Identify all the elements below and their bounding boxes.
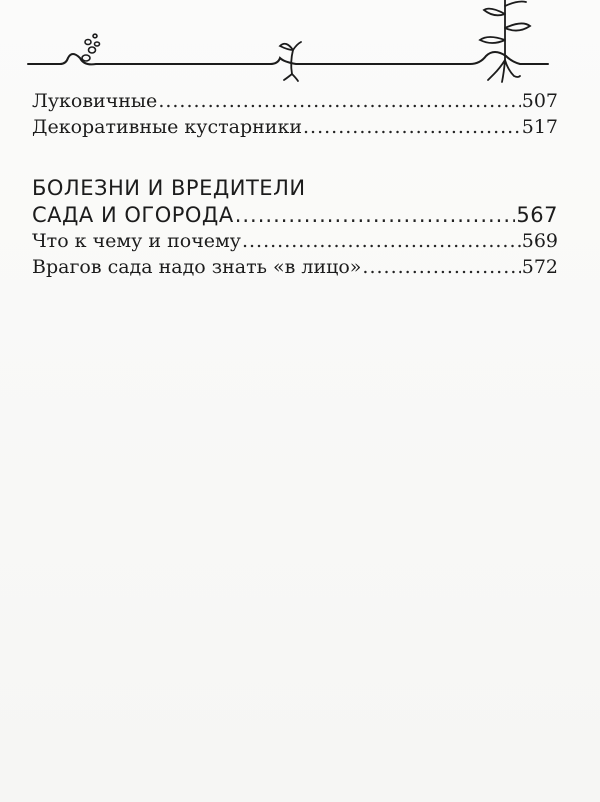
toc-entry-title: Что к чему и почему: [32, 230, 241, 252]
section-title-row[interactable]: [32, 202, 558, 228]
toc-entry[interactable]: [32, 88, 558, 114]
toc-entry[interactable]: [32, 228, 558, 254]
leader-dots: [303, 114, 521, 140]
seeds-icon: [82, 34, 100, 61]
toc-entry-page: 507: [521, 90, 558, 112]
leader-dots: [242, 228, 521, 254]
toc-entry-page: 569: [521, 230, 558, 252]
leader-dots: [362, 254, 520, 280]
header-illustration: [0, 0, 600, 90]
leader-dots: [235, 202, 516, 228]
section-page: 567: [516, 203, 558, 227]
section-title-line1[interactable]: БОЛЕЗНИ И ВРЕДИТЕЛИ: [32, 176, 306, 200]
toc-entry-page: 517: [521, 116, 558, 138]
plant-with-roots-icon: [480, 0, 530, 82]
section-title-line2: САДА И ОГОРОДА: [32, 203, 234, 227]
toc-entry[interactable]: [32, 114, 558, 140]
toc-entry-title: Декоративные кустарники: [32, 116, 302, 138]
toc-entry[interactable]: [32, 254, 558, 280]
toc-entry-title: Луковичные: [32, 90, 158, 112]
table-of-contents: [32, 88, 558, 280]
toc-entry-page: 572: [521, 256, 558, 278]
leader-dots: [158, 88, 520, 114]
toc-entry-title: Врагов сада надо знать «в лицо»: [32, 256, 362, 278]
sprout-icon: [280, 42, 301, 81]
